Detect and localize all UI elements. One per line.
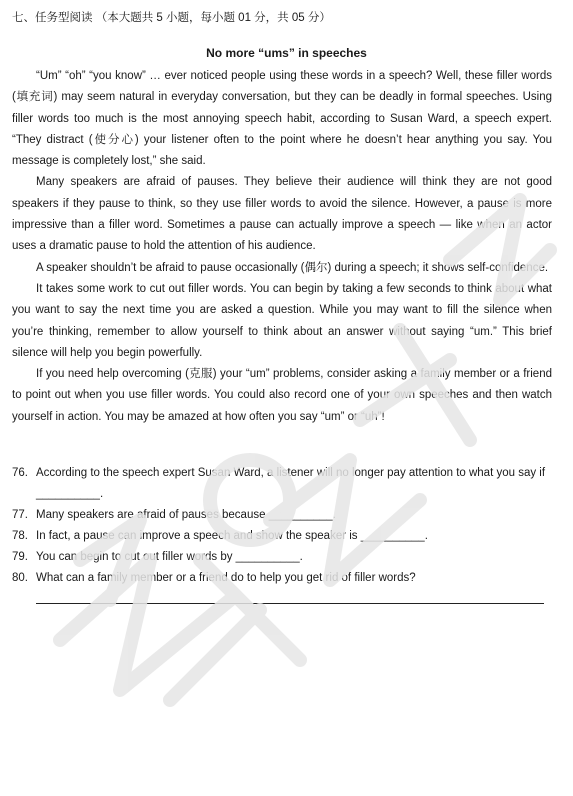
question-number: 76. [12,467,28,479]
passage-title: No more “ums” in speeches [206,46,367,60]
passage [12,66,552,428]
paragraph-5: If you need help overcoming (克服) your “um” problems, consider asking a family member or a friend to point out when you use filler words. You could also record one of your own speeches and then watch yourself in action. You may be amazed at how often you say “um” or “uh”! [12,368,552,423]
question-number: 79. [12,551,28,563]
question-text: What can a family member or a friend do to help you get rid of filler words? [36,572,416,584]
question-number: 78. [12,530,28,542]
paragraph-2: Many speakers are afraid of pauses. They believe their audience will think they are not good speakers if they pause to think, so they use filler words to avoid the silence. However, a pause is more impressive than a filler word. Sometimes a pause can actually improve a speech — like when an actor uses a dramatic pause to hold the attention of his audience. [12,176,552,253]
question-80 [12,568,552,589]
question-number: 77. [12,509,28,521]
question-78 [12,526,552,547]
question-79 [12,547,552,568]
question-number: 80. [12,572,28,584]
question-77 [12,505,552,526]
answer-line-80 [36,589,544,604]
question-text: Many speakers are afraid of pauses because __________. [36,509,336,521]
paragraph-1: “Um” “oh” “you know” … ever noticed people using these words in a speech? Well, these filler words (填充词) may seem natural in everyday conversation, but they can be deadly in formal speeches. Using filler words too much is the most annoying speech habit, according to Susan Ward, a speech expert. “They distract (使分心) your listener often to the point where he doesn’t hear anything you say. You message is completely lost,” she said. [12,70,552,168]
question-text: According to the speech expert Susan Ward, a listener will no longer pay attention to what you say if __________. [36,467,546,500]
section-heading: 七、任务型阅读 （本大题共 5 小题，每小题 01 分，共 05 分） [12,12,331,24]
paragraph-4: It takes some work to cut out filler words. You can begin by taking a few seconds to think about what you want to say the next time you are asked a question. While you may want to fill the silence when you’re thinking, remember to allow yourself to think about an answer without saying “um.” This brief silence will help you begin powerfully. [12,282,552,359]
question-text: You can begin to cut out filler words by __________. [36,551,303,563]
question-76 [12,463,552,505]
question-text: In fact, a pause can improve a speech and show the speaker is __________. [36,530,428,542]
paragraph-3: A speaker shouldn’t be afraid to pause occasionally (偶尔) during a speech; it shows self-confidence. [36,261,549,274]
question-list [12,463,552,604]
